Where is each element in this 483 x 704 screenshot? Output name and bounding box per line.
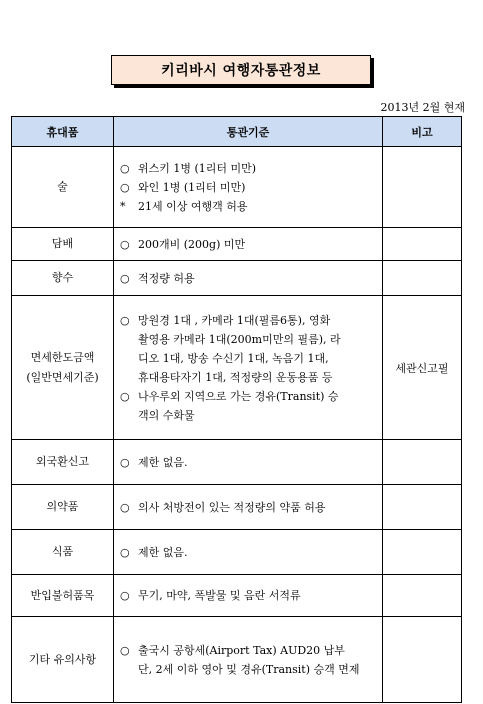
page-title: 키리바시 여행자통관정보 <box>111 55 371 85</box>
rule-text: 제한 없음. <box>138 545 188 559</box>
item-cell <box>12 296 114 440</box>
rule-line <box>120 197 379 216</box>
bullet-icon <box>120 406 138 425</box>
item-cell <box>12 147 114 228</box>
rule-text: 의사 처방전이 있는 적정량의 약품 허용 <box>138 500 326 514</box>
item-label: 외국환신고 <box>35 455 90 468</box>
rule-line <box>120 543 379 562</box>
table-row <box>12 485 462 530</box>
rule-cell <box>114 440 383 485</box>
bullet-icon: ○ <box>120 389 130 403</box>
header-rule: 통관기준 <box>114 117 383 147</box>
note-cell <box>383 617 462 703</box>
item-cell <box>12 617 114 703</box>
table-row <box>12 296 462 440</box>
rule-line <box>120 641 379 660</box>
bullet-icon: ○ <box>120 589 130 602</box>
table-row <box>12 440 462 485</box>
note-cell <box>383 261 462 296</box>
item-cell <box>12 575 114 617</box>
item-label: 식품 <box>51 545 74 558</box>
note-cell <box>383 440 462 485</box>
item-label: 기타 유의사항 <box>28 652 97 666</box>
bullet-icon: ○ <box>120 455 130 469</box>
item-cell <box>12 485 114 530</box>
rule-line <box>120 387 379 406</box>
item-cell <box>12 228 114 261</box>
table-row <box>12 147 462 228</box>
header-item: 휴대품 <box>12 117 114 147</box>
note-cell <box>383 147 462 228</box>
item-cell <box>12 440 114 485</box>
bullet-icon: ○ <box>120 161 130 175</box>
rule-text: 적정량 허용 <box>138 271 195 285</box>
rule-text: 단, 2세 이하 영아 및 경유(Transit) 승객 면제 <box>138 662 360 676</box>
bullet-icon <box>120 660 138 679</box>
bullet-icon: * <box>120 199 126 213</box>
bullet-icon: ○ <box>120 237 130 251</box>
bullet-icon: ○ <box>120 500 130 514</box>
item-label: (일반면세기준) <box>26 370 99 384</box>
table-row <box>12 530 462 575</box>
note-cell <box>383 575 462 617</box>
note-cell <box>383 228 462 261</box>
rule-line <box>120 330 379 349</box>
rule-line <box>120 453 379 472</box>
rule-text: 와인 1병 (1리터 미만) <box>138 180 246 194</box>
customs-table <box>11 116 462 703</box>
rule-text: 제한 없음. <box>138 455 188 469</box>
note-cell: 세관신고필 <box>383 296 462 440</box>
table-row <box>12 575 462 617</box>
rule-line <box>120 178 379 197</box>
item-label: 반입불허품목 <box>30 588 95 602</box>
rule-cell <box>114 617 383 703</box>
item-label: 담배 <box>51 237 74 250</box>
rule-text: 21세 이상 여행객 허용 <box>138 199 248 213</box>
rule-cell <box>114 296 383 440</box>
item-label: 술 <box>57 180 68 193</box>
rule-line <box>120 498 379 517</box>
rule-cell <box>114 485 383 530</box>
bullet-icon: ○ <box>120 180 130 194</box>
rule-text: 무기, 마약, 폭발물 및 음란 서적류 <box>138 589 301 602</box>
rule-text: 출국시 공항세(Airport Tax) AUD20 납부 <box>138 643 345 657</box>
date-label: 2013년 2월 현재 <box>380 101 465 114</box>
note-cell <box>383 530 462 575</box>
item-cell <box>12 530 114 575</box>
rule-text: 휴대용타자기 1대, 적정량의 운동용품 등 <box>138 370 333 384</box>
item-label: 면세한도금액 <box>30 350 95 364</box>
rule-text: 200개비 (200g) 미만 <box>138 237 246 251</box>
rule-line <box>120 311 379 330</box>
table-row <box>12 228 462 261</box>
note-cell <box>383 485 462 530</box>
rule-line <box>120 586 379 605</box>
bullet-icon: ○ <box>120 545 130 559</box>
rule-line <box>120 368 379 387</box>
table-row <box>12 617 462 703</box>
rule-cell <box>114 261 383 296</box>
bullet-icon: ○ <box>120 271 130 285</box>
table-header-row <box>12 117 462 147</box>
rule-line <box>120 269 379 288</box>
rule-text: 촬영용 카메라 1대(200m미만의 필름), 라 <box>138 332 341 346</box>
rule-line <box>120 660 379 679</box>
rule-line <box>120 159 379 178</box>
rule-cell <box>114 228 383 261</box>
rule-line <box>120 406 379 425</box>
rule-cell <box>114 147 383 228</box>
rule-cell <box>114 575 383 617</box>
table-row <box>12 261 462 296</box>
header-note: 비고 <box>383 117 462 147</box>
rule-text: 디오 1대, 방송 수신기 1대, 녹음기 1대, <box>138 351 329 365</box>
item-label: 향수 <box>51 271 74 284</box>
table-body <box>12 147 462 703</box>
bullet-icon <box>120 368 138 387</box>
item-cell <box>12 261 114 296</box>
bullet-icon: ○ <box>120 313 130 327</box>
rule-text: 위스키 1병 (1리터 미만) <box>138 161 257 175</box>
rule-cell <box>114 530 383 575</box>
bullet-icon <box>120 330 138 349</box>
rule-line <box>120 349 379 368</box>
rule-text: 나우루외 지역으로 가는 경유(Transit) 승 <box>138 389 339 403</box>
rule-line <box>120 235 379 254</box>
rule-text: 객의 수화물 <box>138 408 195 422</box>
bullet-icon: ○ <box>120 643 130 657</box>
bullet-icon <box>120 349 138 368</box>
item-label: 의약품 <box>46 500 79 513</box>
rule-text: 망원경 1대 , 카메라 1대(필름6통), 영화 <box>138 313 331 327</box>
